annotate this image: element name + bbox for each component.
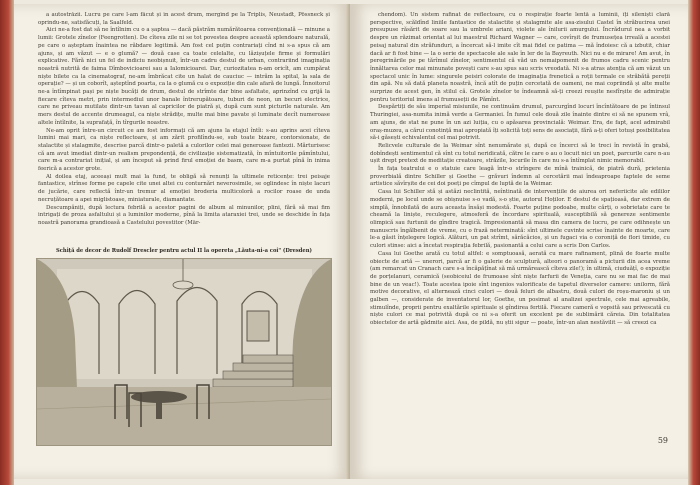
page-number: 59 [657, 436, 668, 445]
right-paragraph-2: Despărtiți de său imperial misiunile, ne continuăm drumul, parcurgînd locuri încîntătoare de pe întinsul Thuringiei, asa-numita inimă verde a Germaniei. În fumul cele două zile înainte dintre ei să ne spunem vrâ, am ajuns, de stat ne pune în un azi luiția, cu o apăsarea provincială: Weimar. Era, de fapt, acel admirabil oraș-muzeu, a cărui conotință mai apropiată îți solicită toți sens de asociații, fără a-ți oferi totuși posibilitatea să-i găsești echivalentul cel mai potrivit. [370, 104, 670, 142]
left-page-text [38, 12, 330, 244]
left-paragraph-2: Aici ne-a fost dat să ne întîlnim cu o a șaptea — dacă păstrăm numărătoarea convențională — minune a lumii: Grotele zînelor (Feengrotten). De cîteva zile ni se tot povestea despre această splendoare naturală, pe care o așteptam înaintea ne răbdare legitimă. Am fost cel puțin contrariați cînd ni s-a spus că am ajuns, și am văzut — e o glumă? — două case ca toate celelalte, cu lăzișuțele firme și formulări explicative. Fără nici un fel de indiciu neobișnuit, într-un cadru destul de urban, contrariind imaginația noastră nutrită de faima Dîmbovicioarei sau a Ialomicioarei. Dar, curiozitatea n-am oricît, am cumpărat niște bilete ca la cinematograf, ne-am îmbrăcat cite un halat de cauciuc — intrăm la spital, la sala de operație? — și un coborît, așteptînd poarta, ca la o glumă cu o expoziție din cale afară de lungă. Înnoitorul ne-a întîmpinat pași pe niște bucăți de drum, destul de strîmte dar bine asfaltate, aprinzînd cu grijă la fiecare cîteva metri, prin intermediul unor banale întrerupătoare, tuburi de neon, un becuri electrice, care ne priveau mutilate dintr-un tavan al capricilor de piatră și, după cum sunt picturile naturale. Am mers destul de accente drumeagul, ca niște strădițe, multe mai bine pavate și luminate decît numeroase altele întîlnite, la suprafață, în tîrgurile noastre. [38, 27, 330, 126]
left-book-edge [0, 0, 14, 485]
right-paragraph-4: În fața teatrului e o statuie care leagă într-o strîngere de mînă trainică, de piatră dură, prietenia proverbială dintre Schiller și Goethe — grăvuri îndemn al cercetării mai îndeaproape faptele de seme artistice săvîrșite de cei doi poeți pe cîmpul de luptă de la Weimar. [370, 166, 670, 188]
right-book-edge [688, 0, 700, 485]
right-paragraph-5: Casa lui Schiller stă și astăzi neclintită, neîntinată de intervențiile de aiurea ori neferiicite ale edililor moderni, pe locul unde se obișnuise s-o vadă, s-o știe, autorul Hoților. E destul de spațioasă, dar extrem de simplă, înnobilată de aura aceasta însăși modestă. Foarte puține podoabe, multe cărți, o sobrietate care te cheamă la liniște, reculegere, atmosferă de încordare spirituală, susceptibilă să genereze sentimente olimpică sau furtunii de gîndire tragică. Impresionantă să masa din camera de lucru, pe care odihnește un manuscris îngălbenit de vreme, cu o frază neterminată: sînt ultimele cuvinte scrise înainte de moarte, care le-a găsit înțelegere logică. Alături, un pat strîmt, sărăcăcios, și un fugaci via o coroniță de flori timide, cu culori stinse: aici a încetat respirația febrilă, pasionantă a celui care a scris Don Carlos. [370, 189, 670, 250]
stage-set-drawing [37, 259, 331, 445]
right-page [350, 4, 688, 479]
left-paragraph-1: a autostrăzii. Lucru pe care l-am făcut și în acest drum, mergînd pe la Triplis, Neustadt, Pössneck și oprindu-ne, satisfăcuți, la Saalfeld. [38, 12, 330, 26]
left-paragraph-5: Descumpăniți, după lectura febrilă a acestor pagini de album al minunilor, plini, fără să mai fim intrigați de proza asfaltului și a luminilor moderne, pînă la limita ataraxiei trei, unde se deschide în fața noastră panorama grandioasă a Castelului povestitor (Mär- [38, 204, 330, 226]
left-paragraph-3: Ne-am oprit între-un circuit ce am fost informați că am ajuns la etajul întîi: s-au aprins acei cîteva lumini mai mari, ca niște reflectoare, și am zărit profilîndu-se, sub toate bizare, contorsionate, de stalactite și stalagmite, descrise parcă dintr-o paletă a culorilor celei mai generoase fantezii. Mărturisesc că am avut imediat dintr-un realism prepondență, de civilizație sistematizată, în mîntuitorile pămîntului, care m-a contrariat inițial, și am început să prind firul emoției de basm, care m-a purtat pînă în inima feerică a acestor grote. [38, 127, 330, 173]
stage-set-photo [36, 258, 332, 446]
right-paragraph-1: chendom). Un sistem rafinat de reflectoare, cu o respirație foarte lentă a luminii, îți sileniști clară perspective, scăldînd liniile fantastice de stalactite și stalagmite ale asa-zisului Castel în străbucirea unei presupuse răsărit de soare sau la umbrele ariani, violete ale înilurii amurgului. Încrădurul nea a vorbit despre un răzimat orientat al lui maestrul Richard Wagner — care, covîrșit de frumusețea irreală a acestei peisaj natural din străfunduri, a încercat să-l imite cît mai fidel ce patima — mă îndoiesc că a izbutit, chiar dacă ar fi fost bine — la o serie de spectacole ale sale în ler de la Bayreuth. Nici nu e de mirare! Am avut, în peregrinările pe pe tărîmul zînelor, sentimentul că văd un nemaipomenit de frumos cadru scenic pentru înnăltarea celor mai minunate povești care s-au spus sau scris vreodată. Ni s-a atras atenția că am văzut un spectacol unic în lume: singurele peisiri colorate de imaginația frenetică a roții termale ce străbătă pereții din apă. Nu să dată planeta noastră, încă atît de puțin cercetată de oameni, ne mai copriindă și alte multe surprize de acest gen, în stilul că. Grotele zînelor te îndeamnă să-ți creezi reușite nesfîrșite de admirație pentru teritoriul imens al frumuseții de Pămînt. [370, 12, 670, 103]
right-paragraph-3: Relicvele culturale de la Weimar sînt nenumărate și, după ce încerci să le treci în revistă în grabă, dobîndești sentimentul că sînt cu totul neridicată, către le care o au o locuit nici un poet, parcurile care n-au ușit drept pretext de meditație creatoare, străzile, locurile în care nu s-a întîmplat nimic memorabil. [370, 142, 670, 165]
figure-caption: Schiță de decor de Rudolf Drescler pentru actul II la opereta „Lăuta-ni-a coi" (Dresden) [56, 248, 312, 254]
left-page [14, 4, 350, 479]
right-paragraph-6: Casa lui Goethe arată cu totul altfel: e somptuoasă, aerată cu mare rafinament, plină de foarte multe obiecte de artă — unerori, parcă ar fi o galerie de sculptură, alteori o panoramă a picturii din acea vreme (am remarcat un Cranach care s-a încăpățînat să mă urmărească cîteva zile!); în ultimă, ciuduățî, o expoziție de porțelanuri, ceramică (seobiceiul de frumoase sînt niște farfurii de Veneția, care nu se mai fac de mai bine de un veac!). Toate acestea ipoie sînt ingenios valorificate de tapetul diverselor camere: unilorm, fără motive decorative, el alternează cinci culori — două feluri de albastru, două culori de roșu-maroniu și un galben —, considerate de inventatorul lor, Goethe, un posimat al analizei spectrale, cele mai agreabile, stimulînde, proprii pentru exaltările spirituale și gîndirea fertilă. Fiecare cameră e vopsită sau privescată cu niște culori ce mai potrivită după ce ni s-a oferit un excelent pe de sublimării căreia. Din totalitatea obiectelor de artă gădmite aici. Asa, de pildă, nu știi sigur — poate, într-un alan nestăvilit — să creezi ca [370, 250, 670, 327]
left-paragraph-4: Al doilea etaj, aceeași mult mai la fund, te obligă să renunți la ultimele reticențe: trei peisaje fantastice, strînse forme pe capele cite unei altei cu conturnări neverosimile, se oglindesc în niște lacuri de jucărie, care reflectă într-un tremur al emoției broderia multicoloră a rocilor roase de unda necruțătoare a apei miglistoase, miniaturale, diamantate. [38, 173, 330, 203]
right-page-text [370, 12, 670, 442]
